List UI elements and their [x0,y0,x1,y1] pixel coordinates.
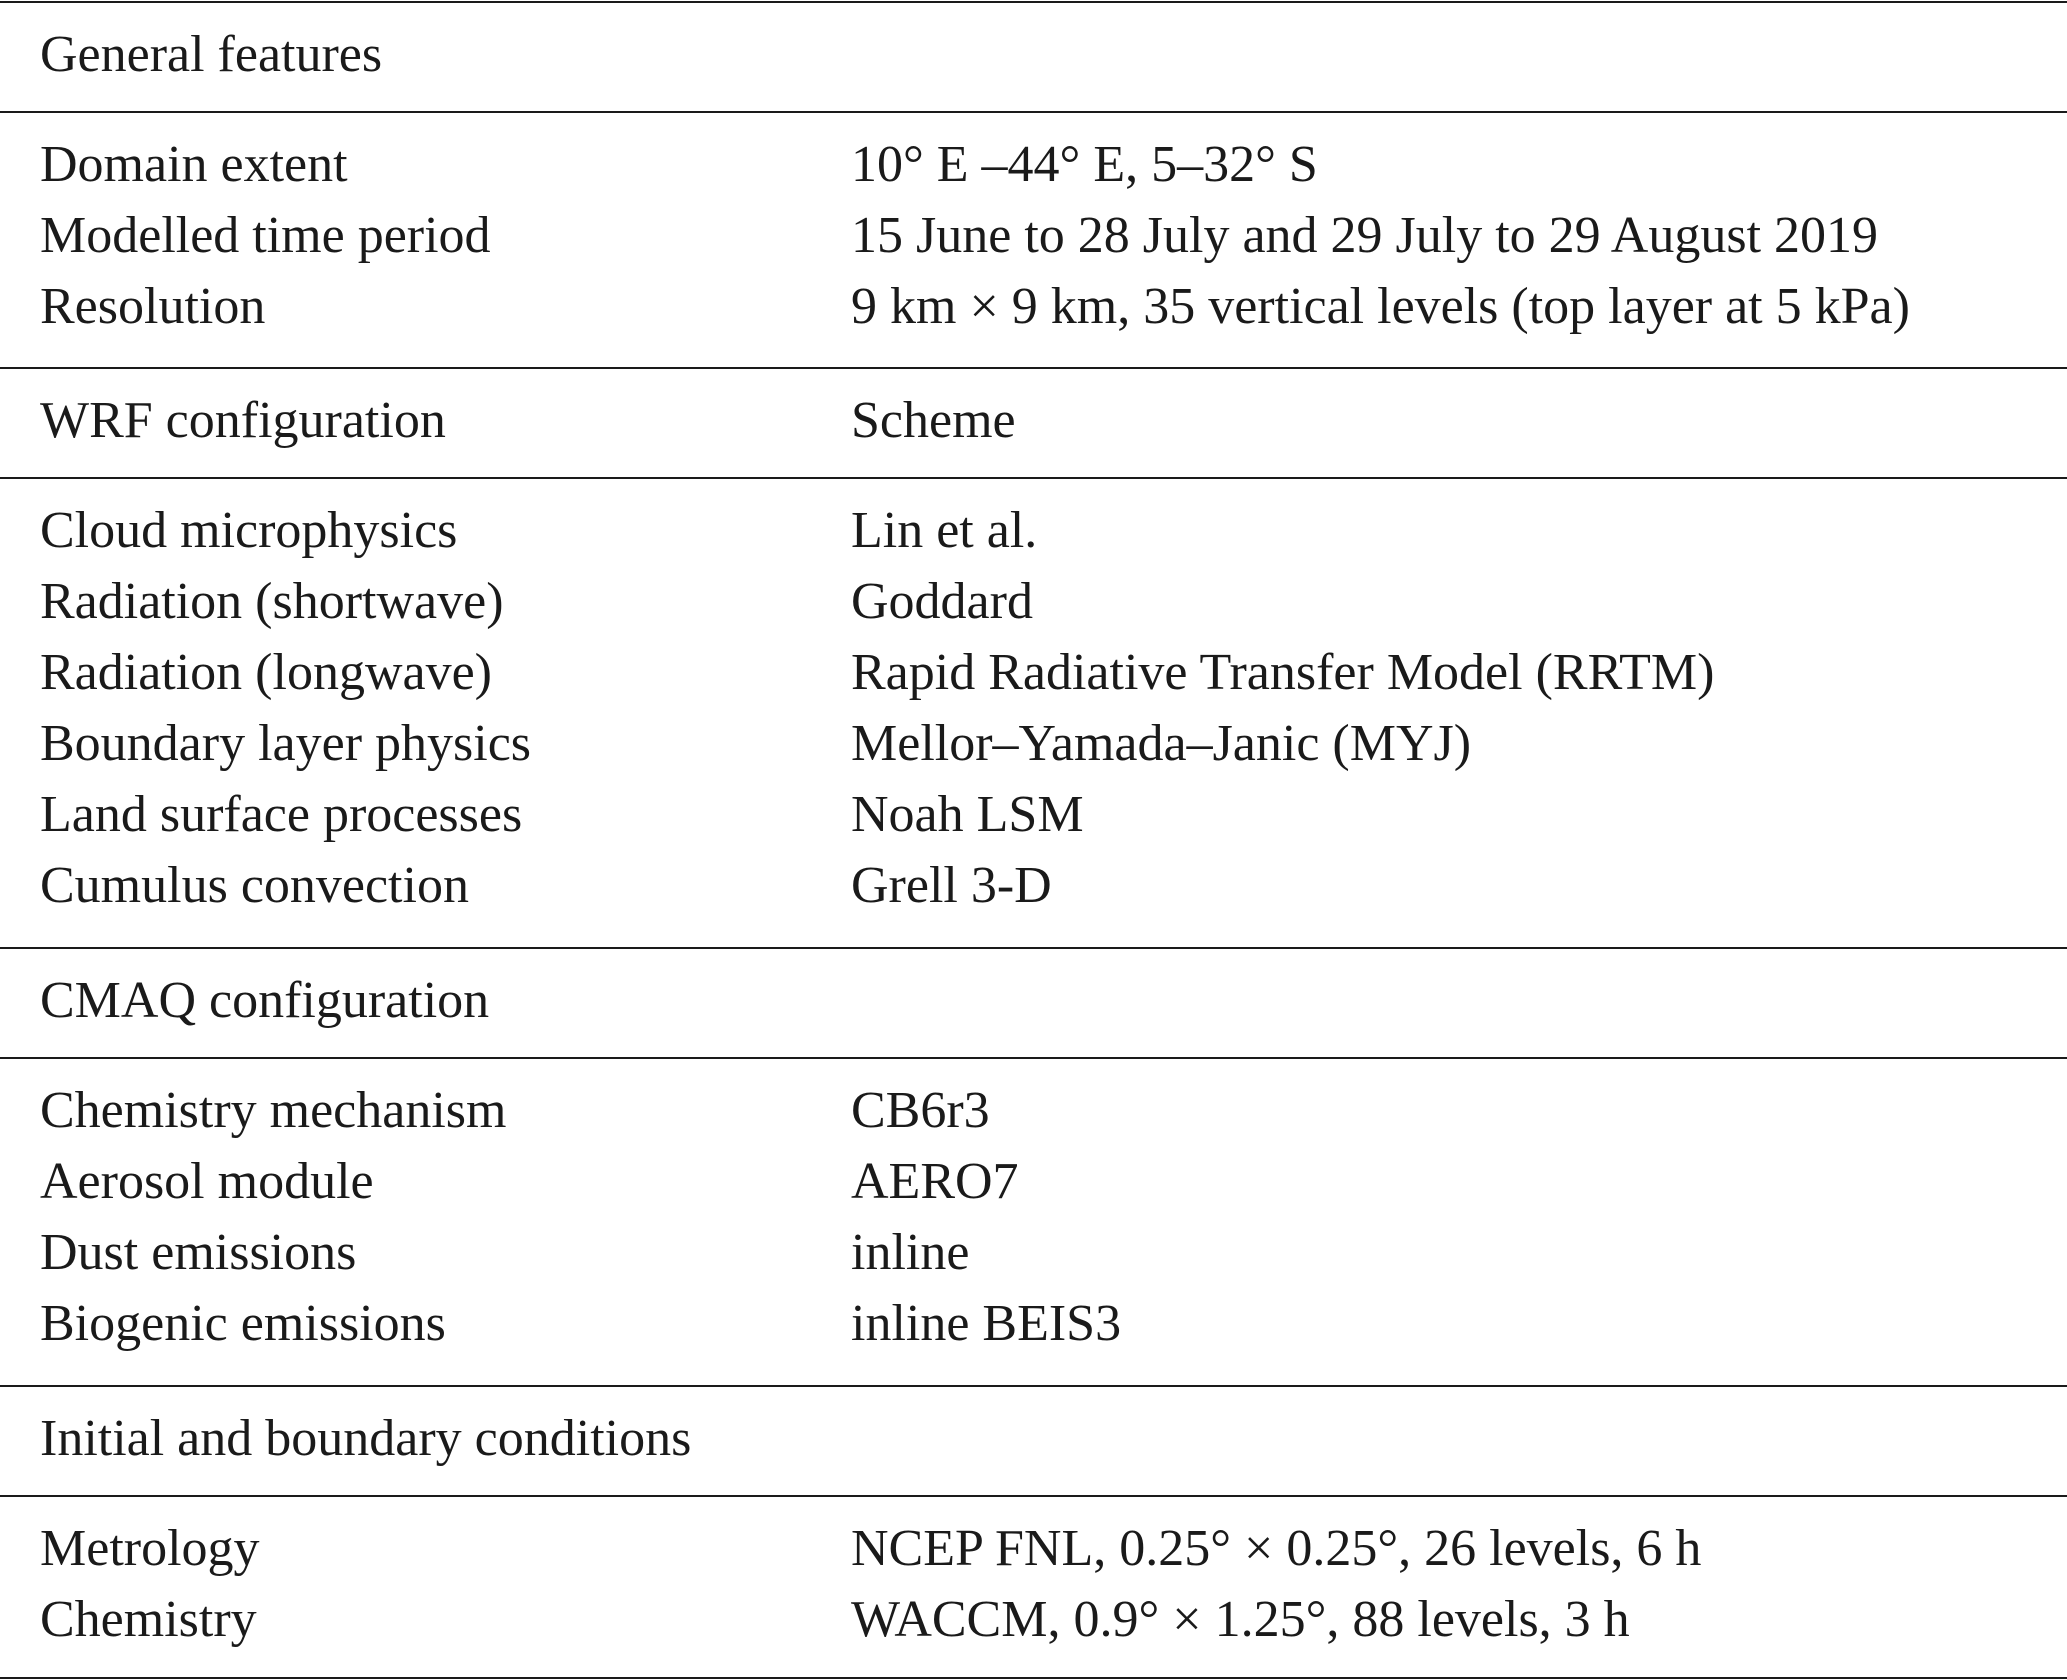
section-header-general-features: General features [40,26,383,83]
table-rule [0,1385,2067,1387]
section-header-initial-boundary-conditions: Initial and boundary conditions [40,1410,692,1467]
row-value: Lin et al. [851,502,1038,559]
row-value: Goddard [851,573,1033,630]
table-rule-bottom [0,1677,2067,1679]
row-label: Cumulus convection [40,857,469,914]
row-value: Mellor–Yamada–Janic (MYJ) [851,715,1472,772]
row-label: Radiation (longwave) [40,644,492,701]
table-rule-top [0,1,2067,3]
table-rule [0,947,2067,949]
row-value: AERO7 [851,1153,1019,1210]
table-rule [0,1057,2067,1059]
row-value: CB6r3 [851,1082,990,1139]
row-value: 15 June to 28 July and 29 July to 29 August 2019 [851,207,1879,264]
row-label: Dust emissions [40,1224,357,1281]
row-label: Land surface processes [40,786,523,843]
row-label: Chemistry mechanism [40,1082,507,1139]
row-label: Aerosol module [40,1153,374,1210]
row-label: Radiation (shortwave) [40,573,504,630]
table-rule [0,367,2067,369]
table-rule [0,111,2067,113]
table-rule [0,477,2067,479]
section-header-cmaq-configuration: CMAQ configuration [40,972,490,1029]
row-label: Boundary layer physics [40,715,532,772]
row-value: Grell 3-D [851,857,1052,914]
row-value: Rapid Radiative Transfer Model (RRTM) [851,644,1715,701]
row-label: Domain extent [40,136,348,193]
section-header-wrf-configuration: WRF configuration [40,392,446,449]
row-label: Cloud microphysics [40,502,458,559]
row-value: NCEP FNL, 0.25° × 0.25°, 26 levels, 6 h [851,1520,1702,1577]
row-value: Noah LSM [851,786,1084,843]
row-label: Metrology [40,1520,260,1577]
section-header-scheme: Scheme [851,392,1016,449]
row-value: 9 km × 9 km, 35 vertical levels (top layer at 5 kPa) [851,278,1910,335]
row-value: inline BEIS3 [851,1295,1122,1352]
row-value: WACCM, 0.9° × 1.25°, 88 levels, 3 h [851,1591,1630,1648]
table-rule [0,1495,2067,1497]
row-value: inline [851,1224,970,1281]
row-label: Biogenic emissions [40,1295,446,1352]
row-label: Chemistry [40,1591,257,1648]
row-label: Resolution [40,278,266,335]
row-value: 10° E –44° E, 5–32° S [851,136,1318,193]
row-label: Modelled time period [40,207,491,264]
